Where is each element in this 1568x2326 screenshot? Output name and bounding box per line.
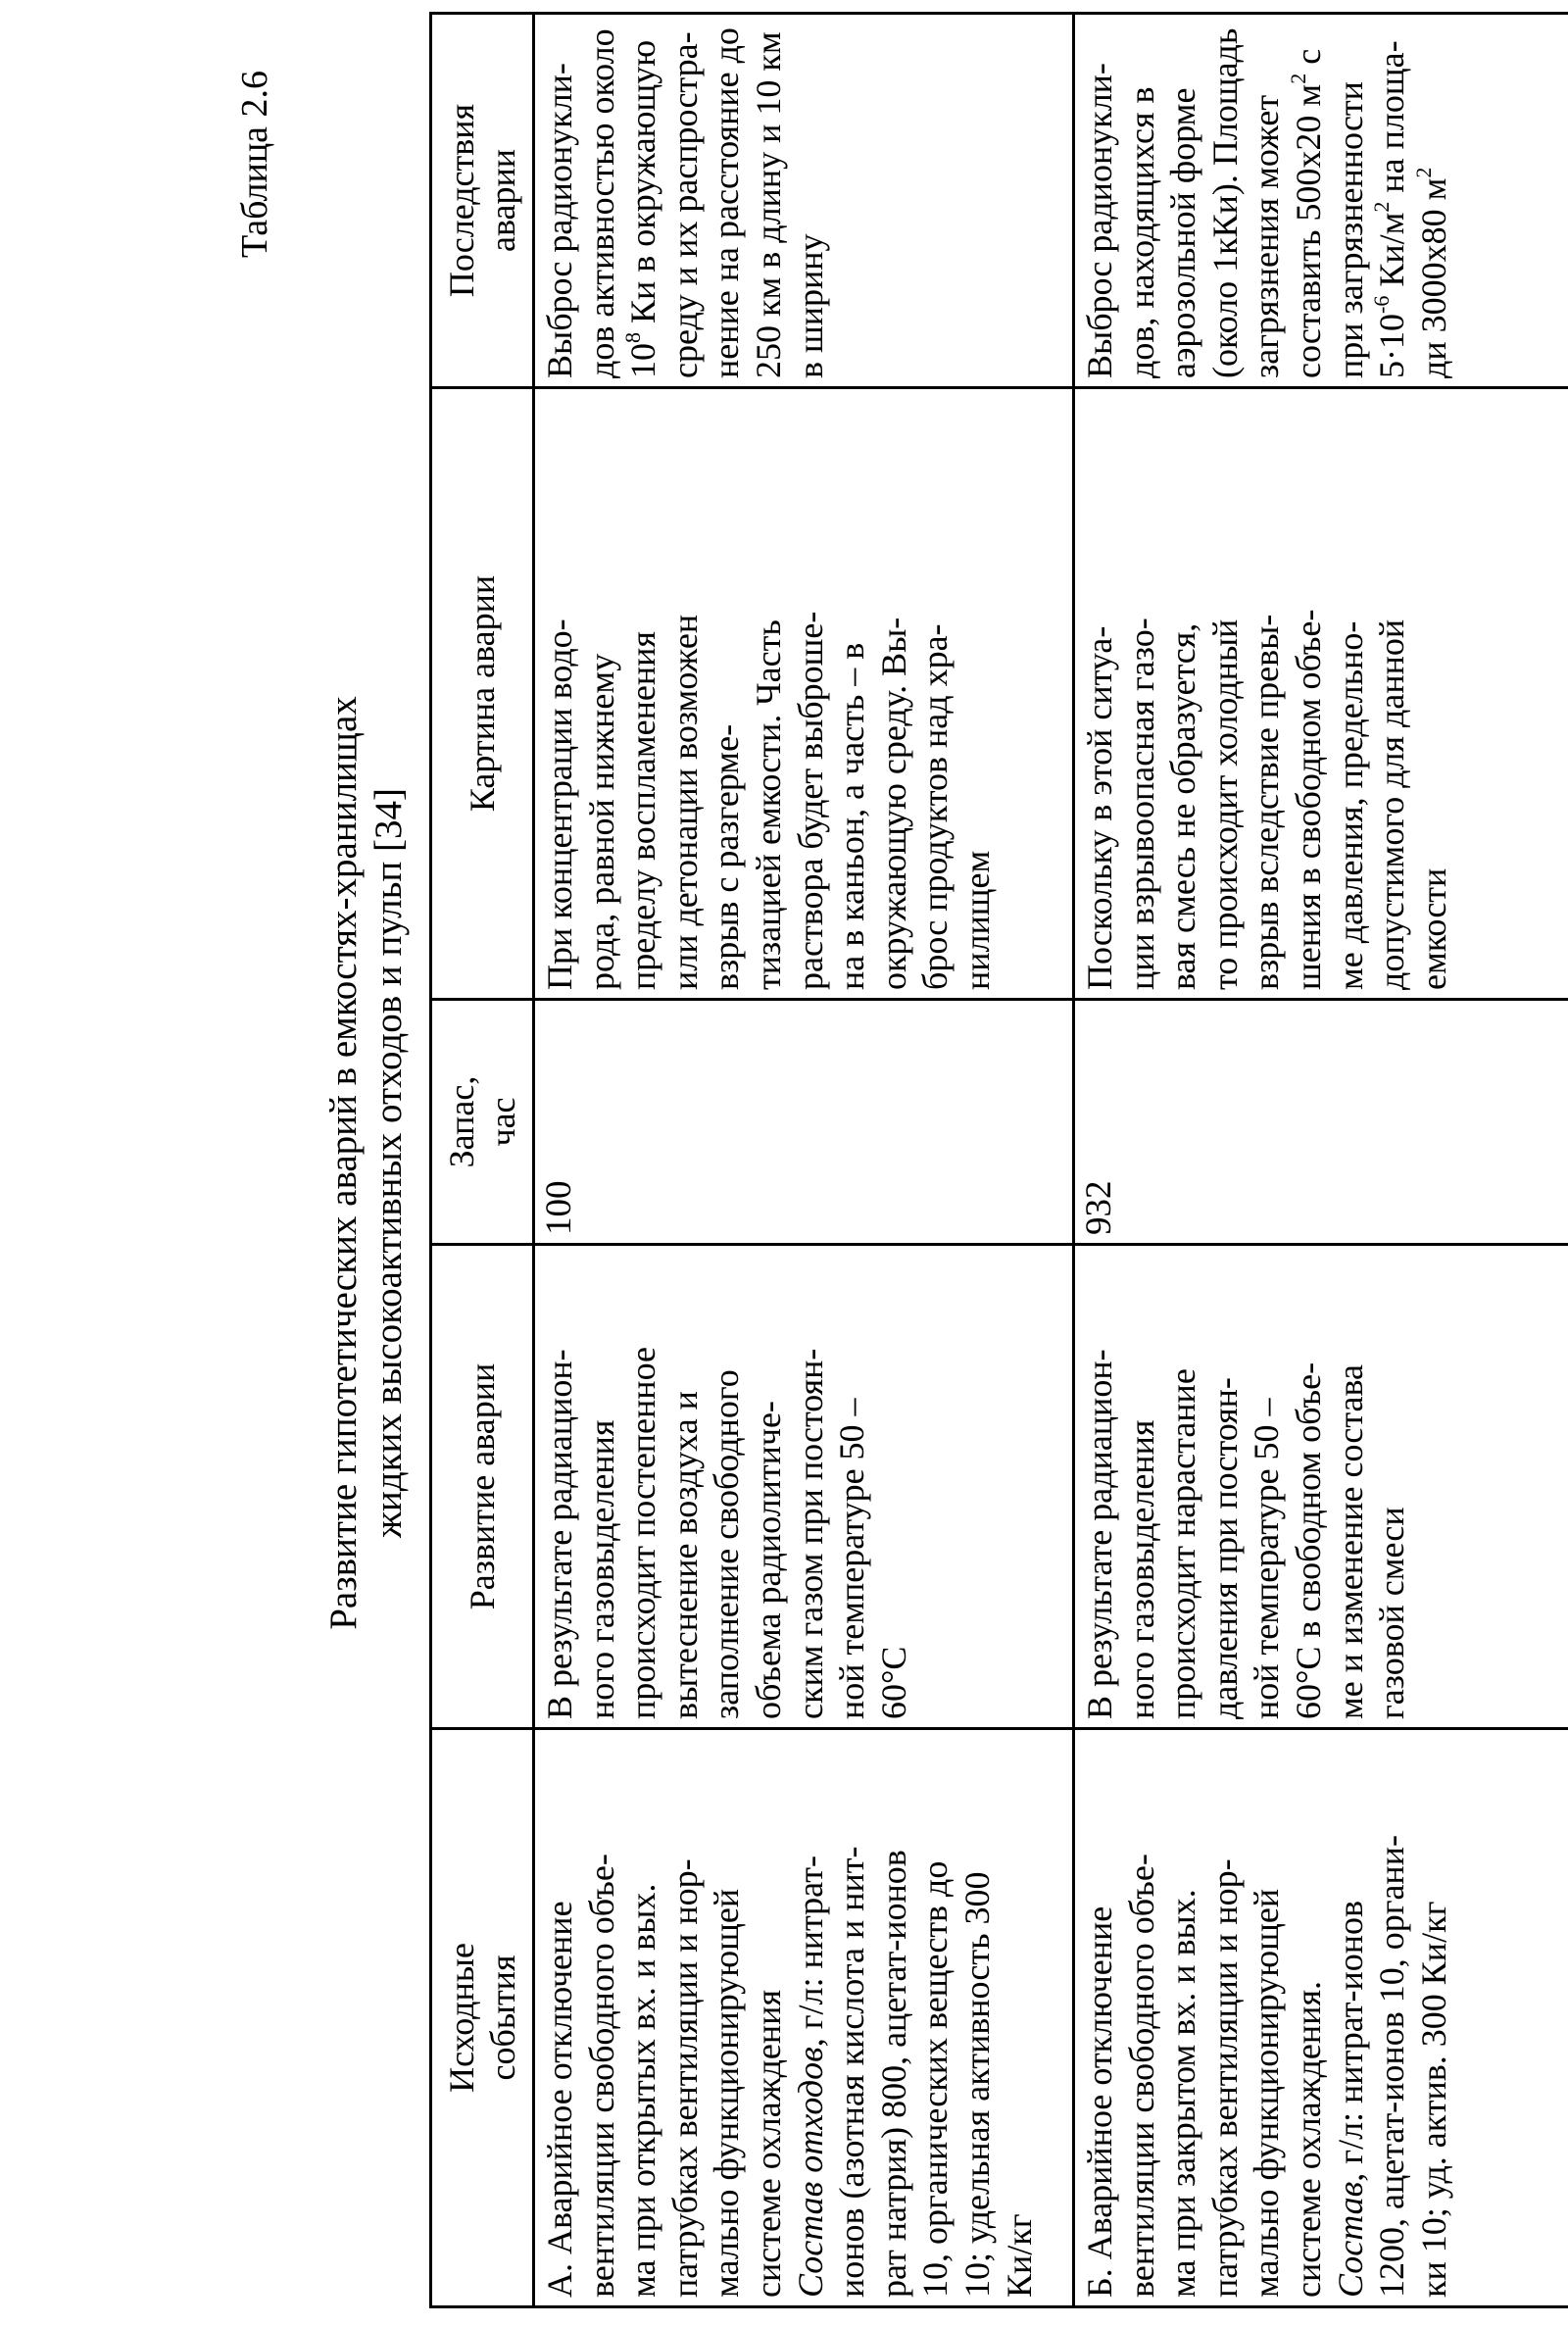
text-line: тизацией емкости. Часть bbox=[748, 619, 788, 990]
text-line: ионов (азотная кислота и нит- bbox=[832, 1846, 872, 2298]
text-line: В результате радиацион- bbox=[540, 1349, 579, 1719]
text-line: ного газовыделения bbox=[1121, 1419, 1161, 1719]
table-number: Таблица 2.6 bbox=[234, 70, 275, 258]
text-line: ной температуре 50 – bbox=[832, 1398, 872, 1719]
text-line: допустимого для данной bbox=[1372, 619, 1412, 990]
text-line: вытеснение воздуха и bbox=[664, 1391, 705, 1719]
text-line: то происходит холодный bbox=[1204, 619, 1245, 990]
text-line: ной температуре 50 – bbox=[1247, 1398, 1287, 1719]
text-line: среду и их распростра- bbox=[664, 31, 705, 378]
text-line: аэрозольной форме bbox=[1163, 87, 1203, 378]
text-line: заполнение свободного bbox=[707, 1369, 747, 1719]
text-line: ки 10; уд. актив. 300 Ки/кг bbox=[1413, 1901, 1453, 2298]
text-line: ме давления, предельно- bbox=[1330, 620, 1370, 990]
text-line: емкости bbox=[1413, 867, 1453, 990]
text-line: 10, органических веществ до bbox=[915, 1860, 956, 2298]
text-line: рат натрия) 800, ацетат-ионов bbox=[873, 1850, 913, 2298]
text-line: происходит нарастание bbox=[1163, 1368, 1203, 1719]
text-line: мально функционирующей bbox=[1247, 1888, 1287, 2298]
text-line: вентиляции свободного объе- bbox=[581, 1854, 621, 2298]
text-line: системе охлаждения. bbox=[1288, 1981, 1328, 2298]
text-line: рода, равной нижнему bbox=[581, 653, 621, 990]
text-line: 1200, ацетат-ионов 10, органи- bbox=[1372, 1835, 1412, 2298]
header-row bbox=[431, 14, 534, 2307]
text-line: мально функционирующей bbox=[707, 1888, 747, 2298]
text-line: патрубках вентиляции и нор- bbox=[1204, 1858, 1245, 2298]
text-line: взрыв с разгерме- bbox=[707, 723, 747, 990]
table-row bbox=[534, 14, 1074, 2307]
text-line: 10; удельная активность 300 bbox=[956, 1871, 997, 2298]
text-line: ного газовыделения bbox=[581, 1419, 621, 1719]
accident-table bbox=[429, 12, 1568, 2308]
table-title-line-2: жидких высокоактивных отходов и пульп [34] bbox=[368, 787, 410, 1539]
text-line: на в каньон, а часть – в bbox=[832, 642, 872, 990]
table-title-line-1: Развитие гипотетических аварий в емкостях-хранилищах bbox=[322, 696, 365, 1630]
cell-development bbox=[534, 1245, 1074, 1729]
text-line: (около 1кКи). Площадь bbox=[1204, 27, 1245, 378]
text-line: нение на расстояние до bbox=[707, 27, 747, 378]
text-line: 60°С bbox=[873, 1646, 913, 1719]
text-line: системе охлаждения bbox=[748, 1990, 788, 2298]
cell-development bbox=[1074, 1245, 1568, 1729]
cell-initial-events: Б. Аварийное отключение вентиляции свободного объе- ма при закрытом вх. и вых. патрубках вентиляции и нор- мально функционирующей системе охлаждения. Состав, г/л: нитрат-ионов 1200, ацетат-ионов 10, органи- ки 10; уд. актив. 300 Ки/кг bbox=[1074, 1729, 1568, 2307]
text-line: ма при открытых вх. и вых. bbox=[623, 1883, 663, 2298]
text-line: При концентрации водо- bbox=[540, 619, 579, 990]
text-line: объема радиолитиче- bbox=[748, 1401, 788, 1719]
text-line: А. Аварийное отключение bbox=[540, 1901, 579, 2298]
cell-reserve: 100 bbox=[534, 1000, 1074, 1245]
text-line: ме и изменение состава bbox=[1330, 1363, 1370, 1719]
text-line: В результате радиацион- bbox=[1080, 1349, 1119, 1719]
text-line: дов, находящихся в bbox=[1121, 86, 1161, 378]
cell-reserve: 932 bbox=[1074, 1000, 1568, 1245]
text-line: давления при постоян- bbox=[1204, 1377, 1245, 1719]
header-consequences: Последствия аварии bbox=[431, 14, 534, 388]
text-line: ции взрывоопасная газо- bbox=[1121, 618, 1161, 990]
header-development: Развитие аварии bbox=[431, 1245, 534, 1729]
text-line: вентиляции свободного объе- bbox=[1121, 1854, 1161, 2298]
text-line: Выброс радионукли- bbox=[1080, 63, 1119, 378]
cell-picture bbox=[534, 388, 1074, 1000]
text-line: патрубках вентиляции и нор- bbox=[664, 1858, 705, 2298]
header-initial-events: Исходные события bbox=[431, 1729, 534, 2307]
cell-consequences: Выброс радионукли- дов, находящихся в аэрозольной форме (около 1кКи). Площадь загрязнения может составить 500х20 $м^2$ с при загрязненности $5\cdot 10^{-6}$ $Ки/м^2$ на площа- ди 3000х80 $м^2$ bbox=[1074, 14, 1568, 388]
text-line: происходит постепенное bbox=[623, 1347, 663, 1719]
text-line: газовой смеси bbox=[1372, 1507, 1412, 1719]
text-line: в ширину bbox=[790, 233, 830, 378]
text-line: окружающую среду. Вы- bbox=[873, 617, 913, 990]
text-line: Ки/кг bbox=[999, 2213, 1039, 2298]
text-line: загрязнения может bbox=[1247, 94, 1287, 378]
text-line: взрыв вследствие превы- bbox=[1247, 614, 1287, 990]
text-line: Поскольку в этой ситуа- bbox=[1080, 625, 1119, 990]
text-line: нилищем bbox=[956, 850, 997, 990]
text-line: вая смесь не образуется, bbox=[1163, 622, 1203, 990]
text-line: 60°С в свободном объе- bbox=[1288, 1361, 1328, 1719]
text-line: ма при закрытом вх. и вых. bbox=[1163, 1889, 1203, 2298]
header-picture: Картина аварии bbox=[431, 388, 534, 1000]
text-line: пределу воспламенения bbox=[623, 631, 663, 990]
text-line: Б. Аварийное отключение bbox=[1080, 1905, 1119, 2298]
text-line: или детонации возможен bbox=[664, 614, 705, 990]
text-line: ским газом при постоян- bbox=[790, 1348, 830, 1719]
header-reserve: Запас, час bbox=[431, 1000, 534, 1245]
table-row bbox=[1074, 14, 1568, 2307]
cell-picture bbox=[1074, 388, 1568, 1000]
cell-initial-events: А. Аварийное отключение вентиляции свободного объе- ма при открытых вх. и вых. патрубках вентиляции и нор- мально функционирующей системе охлаждения Состав отходов, г/л: нитрат- ионов (азотная кислота и нит- рат натрия) 800, ацетат-ионов 10, органических веществ до 10; удельная активность 300 Ки/кг bbox=[534, 1729, 1074, 2307]
text-line: 250 км в длину и 10 км bbox=[748, 31, 788, 378]
cell-consequences: Выброс радионукли- дов активностью около $10^8$ Ки в окружающую среду и их распростра- нение на расстояние до 250 км в длину и 10 км в ширину bbox=[534, 14, 1074, 388]
text-line: брос продуктов над хра- bbox=[915, 623, 956, 990]
text-line: шения в свободном объе- bbox=[1288, 609, 1328, 990]
text-line: раствора будет выброше- bbox=[790, 611, 830, 990]
